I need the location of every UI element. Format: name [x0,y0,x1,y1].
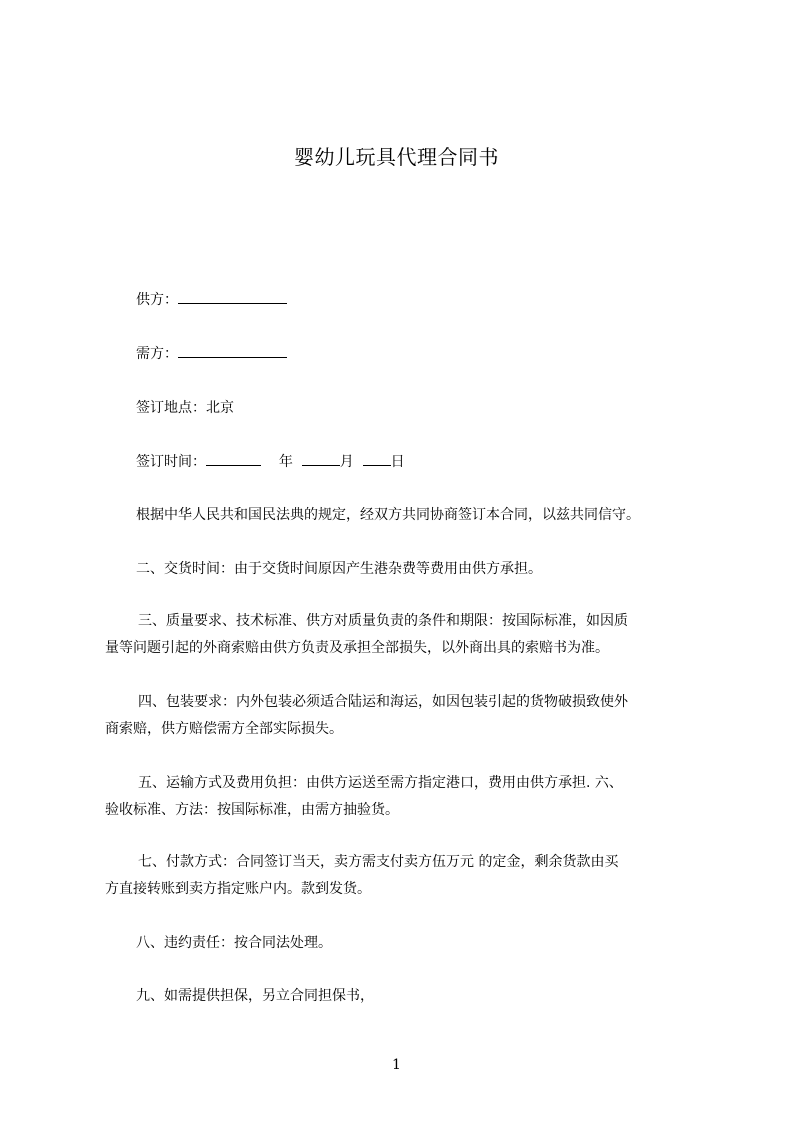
buyer-line [105,341,736,367]
buyer-label: 需方： [136,346,178,362]
year-blank [206,451,261,466]
page-title: 婴幼儿玩具代理合同书 [294,145,499,169]
page-number: 1 [392,1057,401,1073]
day-label: 日 [390,454,405,470]
supplier-blank [178,289,287,304]
place-label: 签订地点： [136,400,206,416]
clause-7-line-1: 七、付款方式：合同签订当天，卖方需支付卖方伍万元 的定金，剩余货款由买 [138,854,619,870]
month-blank [302,451,340,466]
month-label: 月 [339,454,354,470]
clause-8: 八、违约责任：按合同法处理。 [136,935,332,951]
clause-7-line-2: 方直接转账到卖方指定账户内。款到发货。 [105,881,371,897]
date-line [105,449,736,475]
clause-5-line-2: 验收标准、方法：按国际标准，由需方抽验货。 [105,802,399,818]
place-value: 北京 [206,400,234,416]
buyer-blank [178,343,287,358]
date-label: 签订时间： [136,454,206,470]
supplier-label: 供方： [136,292,178,308]
clause-4-line-1: 四、包装要求：内外包装必须适合陆运和海运，如因包装引起的货物破损致使外 [138,694,628,710]
clause-3-line-2: 量等问题引起的外商索赔由供方负责及承担全部损失，以外商出具的索赔书为准。 [105,640,609,656]
clause-3-line-1: 三、质量要求、技术标准、供方对质量负责的条件和期限：按国际标准，如因质 [138,613,628,629]
supplier-line [105,287,736,313]
clause-2: 二、交货时间：由于交货时间原因产生港杂费等费用由供方承担。 [136,561,542,577]
place-line [105,395,736,421]
clause-5-line-1: 五、运输方式及费用负担：由供方运送至需方指定港口，费用由供方承担. 六、 [138,775,623,791]
clause-9: 九、如需提供担保，另立合同担保书， [136,988,374,1004]
clause-4-line-2: 商索赔，供方赔偿需方全部实际损失。 [105,721,343,737]
day-blank [363,451,391,466]
year-label: 年 [278,454,293,470]
intro-paragraph: 根据中华人民共和国民法典的规定，经双方共同协商签订本合同，以兹共同信守。 [136,507,640,523]
